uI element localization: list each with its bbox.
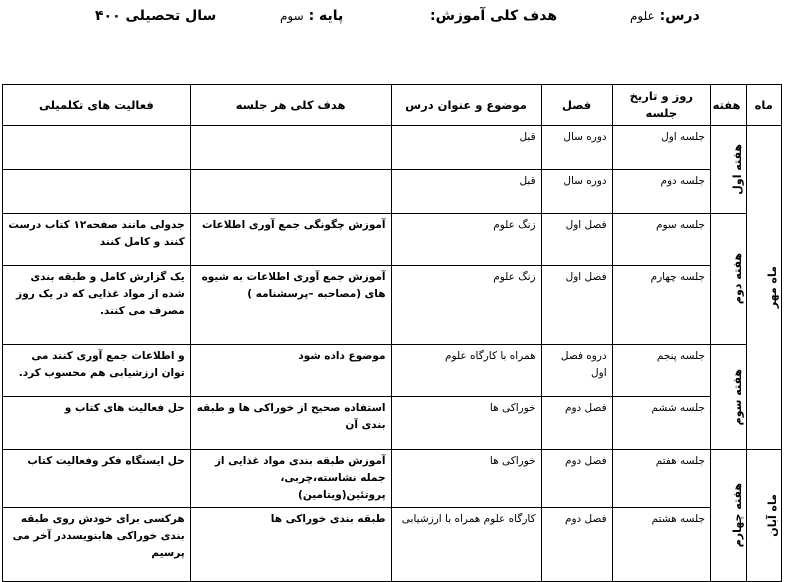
week-cell [711,450,747,582]
lesson-plan-table [2,84,782,582]
chapter-cell: فصل اول [541,266,612,345]
topic-cell: قبل [391,126,541,170]
subject-label: درس: [659,8,700,24]
col-goal: هدف کلی هر جلسه [190,85,391,126]
activity-cell: یک گزارش کامل و طبقه بندی شده از مواد غذایی که در یک روز مصرف می کنند. [3,266,191,345]
week-label: هفته دوم [730,253,744,305]
session-cell: جلسه پنجم [612,345,710,397]
chapter-cell: دوره سال [541,126,612,170]
session-cell: جلسه ششم [612,397,710,450]
week-label: هفته چهارم [730,483,744,548]
grade-label: پایه : [308,8,344,24]
chapter-cell: دروه فصل اول [541,345,612,397]
session-cell: جلسه هفتم [612,450,710,508]
month-cell [746,126,782,450]
col-month: ماه [746,85,782,126]
activity-cell: و اطلاعات جمع آوری کنند می توان ارزشیابی هم محسوب کرد. [3,345,191,397]
chapter-cell: فصل دوم [541,450,612,508]
session-cell: جلسه هشتم [612,508,710,582]
week-label: هفته سوم [730,368,744,426]
table-row [3,126,782,170]
session-cell: جلسه اول [612,126,710,170]
table-row [3,214,782,266]
session-cell: جلسه چهارم [612,266,710,345]
year-label: سال تحصیلی ۴۰۰ [95,8,217,24]
chapter-cell: فصل دوم [541,508,612,582]
activity-cell [3,170,191,214]
topic-cell: زنگ علوم [391,214,541,266]
col-week: هفته [711,85,747,126]
goal-cell [190,170,391,214]
week-cell [711,345,747,450]
activity-cell: هرکسی برای خودش روی طبقه بندی خوراکی هابنویسددر آخر می پرسیم [3,508,191,582]
topic-cell: قبل [391,170,541,214]
chapter-cell: فصل دوم [541,397,612,450]
table-row [3,266,782,345]
topic-cell: زنگ علوم [391,266,541,345]
grade-value: سوم [280,9,304,23]
month-cell [746,450,782,582]
table-row [3,345,782,397]
subject-header [630,8,700,24]
col-topic: موضوع و عنوان درس [391,85,541,126]
goal-cell: طبقه بندی خوراکی ها [190,508,391,582]
year-header [95,8,216,24]
chapter-cell: فصل اول [541,214,612,266]
goal-cell [190,126,391,170]
activity-cell [3,126,191,170]
topic-cell: کارگاه علوم همراه با ارزشیابی [391,508,541,582]
goal-label: هدف کلی آموزش: [430,8,558,24]
week-label: هفته اول [730,144,744,195]
goal-cell: آموزش طبقه بندی مواد غذایی از جمله نشاسته،چربی، پروتئین(ویتامین) [190,450,391,508]
week-cell [711,214,747,345]
col-activity: فعالیت های تکلمیلی [3,85,191,126]
grade-header [280,8,343,24]
chapter-cell: دوره سال [541,170,612,214]
activity-cell: حل فعالیت های کتاب و [3,397,191,450]
table-row [3,450,782,508]
month-label: ماه مهر [766,266,779,309]
table-row [3,508,782,582]
goal-cell: آموزش جمع آوری اطلاعات به شیوه های (مصاحبه –پرسشنامه ) [190,266,391,345]
activity-cell: حل ایستگاه فکر وفعالیت کتاب [3,450,191,508]
subject-value: علوم [630,9,655,23]
goal-header [430,8,557,24]
col-session: روز و تاریخ جلسه [612,85,710,126]
goal-cell: موضوع داده شود [190,345,391,397]
activity-cell: جدولی مانند صفحه۱۲ کتاب درست کنند و کامل کنند [3,214,191,266]
month-label: ماه آبان [766,494,779,537]
topic-cell: خوراکی ها [391,397,541,450]
table-row [3,170,782,214]
goal-cell: استفاده صحیح از خوراکی ها و طبقه بندی آن [190,397,391,450]
header-row [3,85,782,126]
goal-cell: آموزش چگونگی جمع آوری اطلاعات [190,214,391,266]
session-cell: جلسه دوم [612,170,710,214]
session-cell: جلسه سوم [612,214,710,266]
week-cell [711,126,747,214]
table-row [3,397,782,450]
col-chapter: فصل [541,85,612,126]
topic-cell: همراه با کارگاه علوم [391,345,541,397]
topic-cell: خوراکی ها [391,450,541,508]
